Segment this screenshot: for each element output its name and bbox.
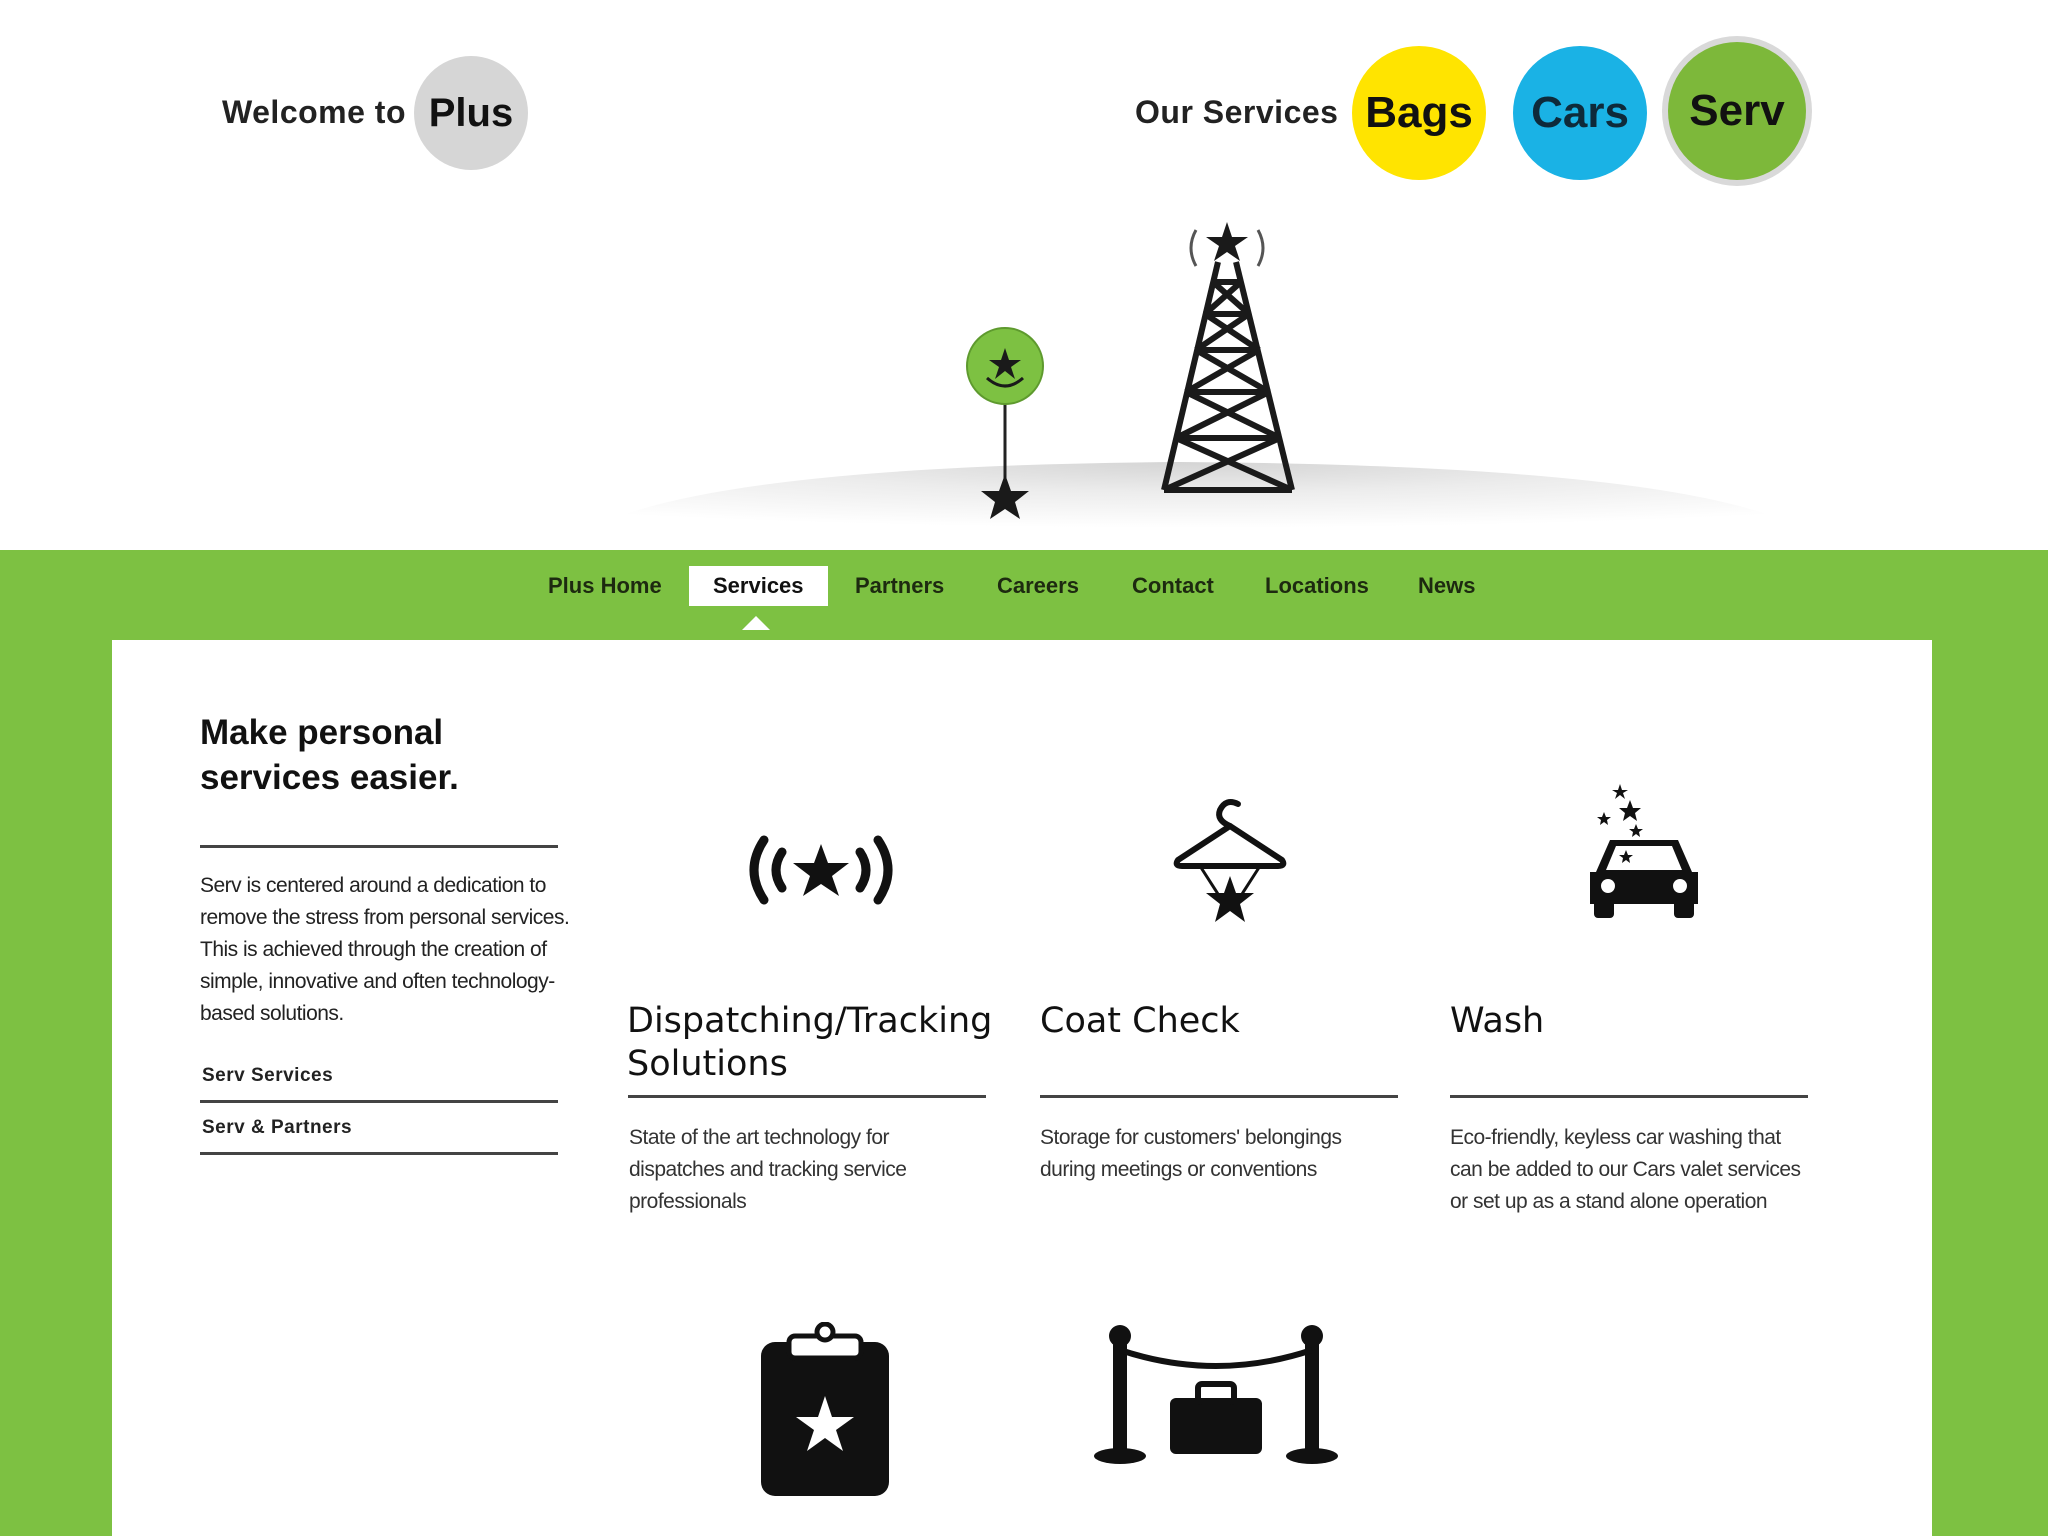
service-divider (628, 1095, 986, 1098)
sidebar-divider (200, 1100, 558, 1103)
serv-services-link[interactable]: Serv Services (202, 1065, 334, 1086)
sidebar-divider (200, 845, 558, 848)
service-description: State of the art technology for dispatches and tracking service professionals (629, 1126, 907, 1213)
serv-service-button[interactable]: Serv (1668, 42, 1806, 180)
radio-tower-icon (1164, 222, 1292, 490)
service-title: Dispatching/Tracking Solutions (627, 1001, 993, 1084)
clipboard-star-icon (755, 1322, 895, 1498)
active-nav-pointer (742, 616, 770, 630)
serv-partners-link[interactable]: Serv & Partners (202, 1117, 353, 1138)
service-description: Storage for customers' belongings during meetings or conventions (1040, 1126, 1342, 1181)
nav-item-contact[interactable]: Contact (1132, 573, 1214, 598)
service-title: Wash (1450, 1001, 1545, 1041)
service-description: Eco-friendly, keyless car washing that can be added to our Cars valet services or set up as a stand alone operation (1450, 1126, 1801, 1213)
plus-logo-button[interactable]: Plus (414, 56, 528, 170)
broadcast-star-icon (736, 820, 906, 920)
service-title: Coat Check (1040, 1001, 1240, 1041)
nav-item-services[interactable]: Services (689, 566, 828, 606)
page-headline: Make personal services easier. (200, 713, 459, 797)
bags-service-button[interactable]: Bags (1352, 46, 1486, 180)
nav-item-partners[interactable]: Partners (855, 573, 945, 598)
coat-hanger-icon (1170, 790, 1290, 930)
sparkling-car-icon (1580, 780, 1710, 940)
sidebar-divider (200, 1152, 558, 1155)
service-divider (1450, 1095, 1808, 1098)
main-nav (0, 566, 2048, 606)
our-services-label: Our Services (1135, 94, 1339, 130)
nav-item-careers[interactable]: Careers (997, 573, 1079, 598)
intro-paragraph: Serv is centered around a dedication to remove the stress from personal services. This is achieved through the creation of simple, innovative and often technology-based solutions. (200, 874, 570, 1025)
nav-item-plus-home[interactable]: Plus Home (548, 573, 662, 598)
nav-item-news[interactable]: News (1418, 573, 1476, 598)
hero-illustration (0, 210, 2048, 550)
service-divider (1040, 1095, 1398, 1098)
nav-item-locations[interactable]: Locations (1265, 573, 1369, 598)
welcome-text: Welcome to (222, 94, 406, 130)
cars-service-button[interactable]: Cars (1513, 46, 1647, 180)
rope-barrier-luggage-icon (1090, 1322, 1340, 1472)
